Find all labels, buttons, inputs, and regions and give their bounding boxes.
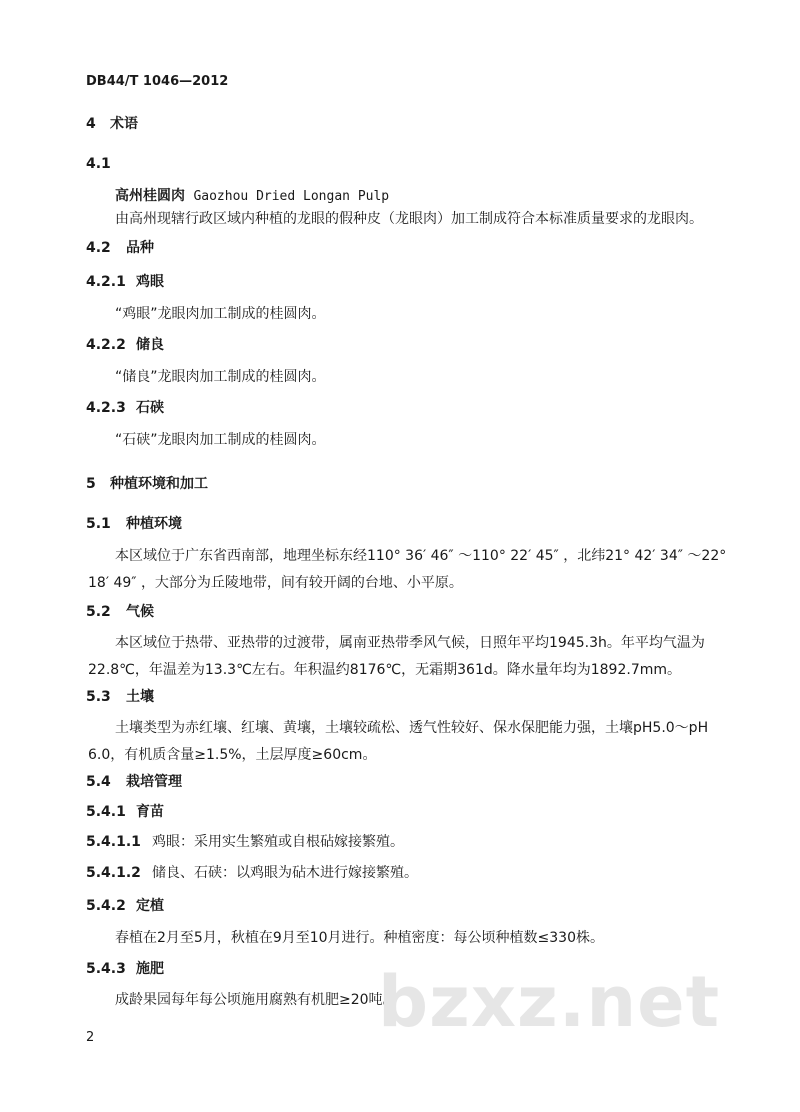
section-4-2-2-heading	[86, 335, 164, 355]
section-title: 种植环境和加工	[110, 476, 208, 492]
section-4-2-1-heading	[86, 272, 164, 292]
section-title: 种植环境	[126, 516, 182, 532]
section-number: 5.3	[86, 689, 111, 705]
section-title: 施肥	[136, 961, 164, 977]
section-5-4-1-2	[86, 863, 418, 883]
section-title: 术语	[110, 116, 138, 132]
section-5-4-heading	[86, 772, 182, 792]
section-number: 5.4.1	[86, 804, 126, 820]
section-title: 育苗	[136, 804, 164, 820]
section-number: 4	[86, 116, 96, 132]
section-5-1-heading	[86, 514, 182, 534]
section-number: 4.2.2	[86, 337, 126, 353]
section-4-1-number: 4.1	[86, 156, 111, 172]
section-title: 石硖	[136, 400, 164, 416]
section-5-2-heading	[86, 602, 154, 622]
section-title: 气候	[126, 604, 154, 620]
section-4-2-2-text: “储良”龙眼肉加工制成的桂圆肉。	[115, 369, 326, 385]
section-text: 储良、石硖：以鸡眼为砧木进行嫁接繁殖。	[152, 865, 418, 881]
section-4-2-3-heading	[86, 398, 164, 418]
section-number: 5.4.3	[86, 961, 126, 977]
section-title: 储良	[136, 337, 164, 353]
section-number: 5.1	[86, 516, 111, 532]
section-5-1-text: 本区域位于广东省西南部，地理坐标东经110° 36′ 46″ ～110° 22′ 45″ ，北纬21° 42′ 34″ ～22° 18′ 49″ ，大部分为丘陵地带，间有较开阔的台地、小平原。	[88, 548, 727, 591]
section-5-3-heading	[86, 687, 154, 707]
document-code-header: DB44/T 1046—2012	[86, 74, 229, 89]
section-title: 品种	[126, 240, 154, 256]
section-5-4-2-heading	[86, 896, 164, 916]
section-4-2-3-text: “石硖”龙眼肉加工制成的桂圆肉。	[115, 432, 326, 448]
site-watermark: bzxz.net	[378, 961, 721, 1043]
section-5-3-text: 土壤类型为赤红壤、红壤、黄壤，土壤较疏松、透气性较好、保水保肥能力强，土壤pH5.0～pH 6.0，有机质含量≥1.5%，土层厚度≥60cm。	[88, 720, 709, 763]
section-5-4-1-1	[86, 832, 404, 852]
section-5-4-3-text: 成龄果园每年每公顷施用腐熟有机肥≥20吨。	[115, 992, 397, 1008]
section-number: 5.4.1.1	[86, 834, 141, 850]
section-text: 鸡眼：采用实生繁殖或自根砧嫁接繁殖。	[152, 834, 404, 850]
section-number: 4.2.1	[86, 274, 126, 290]
section-5-4-2-text: 春植在2月至5月，秋植在9月至10月进行。种植密度：每公顷种植数≤330株。	[115, 930, 604, 946]
section-number: 4.2.3	[86, 400, 126, 416]
section-4-2-heading	[86, 238, 154, 258]
term-entry	[115, 186, 389, 207]
term-english: Gaozhou Dried Longan Pulp	[193, 189, 390, 204]
section-number: 5.4.2	[86, 898, 126, 914]
section-4-2-1-text: “鸡眼”龙眼肉加工制成的桂圆肉。	[115, 306, 326, 322]
term-definition: 由高州现辖行政区域内种植的龙眼的假种皮（龙眼肉）加工制成符合本标准质量要求的龙眼肉。	[115, 211, 703, 227]
section-number: 5.2	[86, 604, 111, 620]
section-number: 5	[86, 476, 96, 492]
section-title: 鸡眼	[136, 274, 164, 290]
section-5-4-1-heading	[86, 802, 164, 822]
section-title: 定植	[136, 898, 164, 914]
section-5-4-3-heading	[86, 959, 164, 979]
section-title: 土壤	[126, 689, 154, 705]
section-4-heading	[86, 114, 138, 134]
section-number: 5.4	[86, 774, 111, 790]
page-number: 2	[86, 1030, 95, 1045]
section-5-heading	[86, 474, 208, 494]
section-number: 4.2	[86, 240, 111, 256]
section-5-2-text: 本区域位于热带、亚热带的过渡带，属南亚热带季风气候，日照年平均1945.3h。年平均气温为22.8℃，年温差为13.3℃左右。年积温约8176℃，无霜期361d。降水量年均为1892.7mm。	[88, 635, 705, 678]
term-chinese: 高州桂圆肉	[115, 188, 185, 204]
section-title: 栽培管理	[126, 774, 182, 790]
section-number: 5.4.1.2	[86, 865, 141, 881]
